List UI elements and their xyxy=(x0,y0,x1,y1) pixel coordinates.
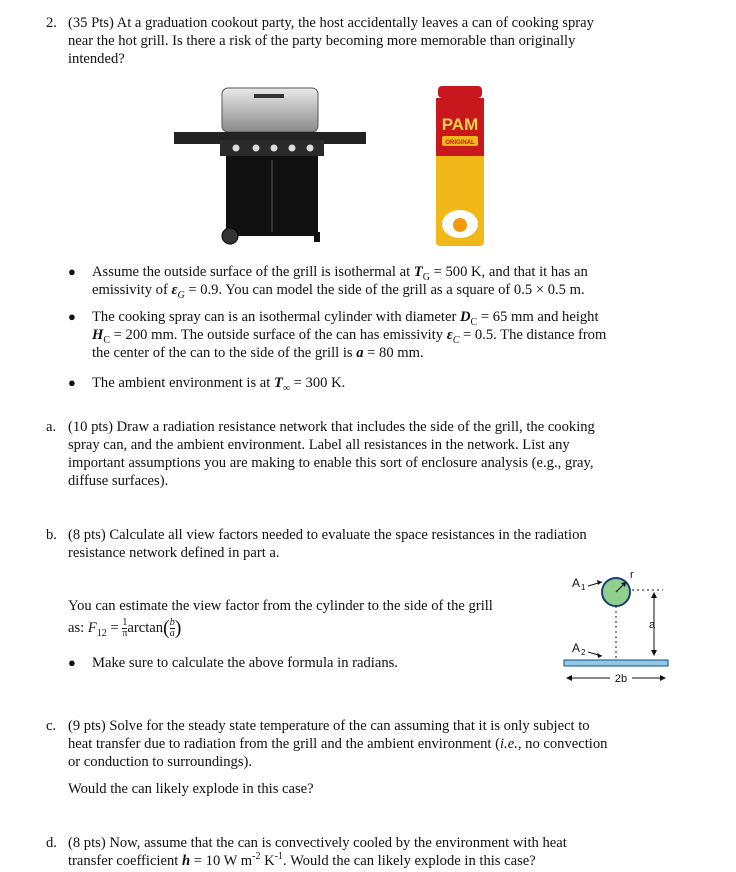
text: K xyxy=(260,853,275,869)
subscript: 12 xyxy=(96,627,107,639)
part-c-line: (9 pts) Solve for the steady state temperature of the can assuming that it is only subject to xyxy=(68,718,590,734)
text: The ambient environment is at xyxy=(92,375,274,391)
part-b-text xyxy=(68,526,668,562)
subscript: C xyxy=(103,334,111,346)
part-a-label: a. xyxy=(46,419,57,435)
symbol: T xyxy=(273,375,283,391)
part-a-line: spray can, and the ambient environment. Label all resistances in the network. List any xyxy=(68,437,570,453)
subscript: G xyxy=(177,289,185,301)
bullet-can xyxy=(92,308,672,362)
egg-yolk xyxy=(453,218,467,232)
part-d-label: d. xyxy=(46,835,57,851)
part-b-radians-note: Make sure to calculate the above formula in radians. xyxy=(92,655,398,671)
problem-intro xyxy=(68,14,668,68)
can-cap xyxy=(438,86,482,98)
fraction-denominator: π xyxy=(122,628,128,639)
symbol: ε xyxy=(446,327,453,343)
text: = 0.9. You can model the side of the grill as a square of 0.5 × 0.5 m. xyxy=(184,282,585,298)
part-b-label: b. xyxy=(46,527,57,543)
part-d-line: (8 pts) Now, assume that the can is convectively cooled by the environment with heat xyxy=(68,835,567,851)
symbol: h xyxy=(182,853,191,869)
symbol: H xyxy=(92,327,104,343)
part-c-line: or conduction to surroundings). xyxy=(68,754,253,770)
text: = 65 mm and height xyxy=(477,309,599,325)
view-factor-diagram xyxy=(560,566,680,690)
can-label: ORIGINAL xyxy=(445,140,475,146)
text: = 0.5. The distance from xyxy=(459,327,607,343)
symbol: a xyxy=(356,345,364,361)
text: = 300 K. xyxy=(290,375,346,391)
intro-line: near the hot grill. Is there a risk of the party becoming more memorable than originally xyxy=(68,33,576,49)
intro-line: intended? xyxy=(68,51,125,67)
subscript: ∞ xyxy=(282,382,291,394)
label-a1: A xyxy=(572,576,581,590)
problem-number: 2. xyxy=(46,15,57,31)
text: , no convection xyxy=(517,736,608,752)
text: heat transfer due to radiation from the grill and the ambient environment ( xyxy=(68,736,500,752)
part-a-line: (10 pts) Draw a radiation resistance network that includes the side of the grill, the cooking xyxy=(68,419,595,435)
text: = 500 K, and that it has an xyxy=(429,264,588,280)
label-2b: 2b xyxy=(614,673,628,685)
part-b-estimate: You can estimate the view factor from the cylinder to the side of the grill xyxy=(68,598,493,614)
label-a: a xyxy=(649,619,656,631)
view-factor-formula: as: $F_{12}$ = $\frac{1}{\pi}$ arctan( $\frac{b}{a}$ ) xyxy=(68,616,182,639)
label-a1-sub: 1 xyxy=(581,583,586,592)
text: = 80 mm. xyxy=(363,345,424,361)
part-a-line: important assumptions you are making to enable this sort of enclosure analysis (e.g., gray, xyxy=(68,455,594,471)
text: . Would the can likely explode in this case? xyxy=(283,853,536,869)
grill-image xyxy=(170,84,370,250)
bullet-dot: ● xyxy=(68,264,76,279)
label-a2: A xyxy=(572,641,581,655)
part-b-line: resistance network defined in part a. xyxy=(68,545,280,561)
subscript: C xyxy=(470,316,478,328)
text: transfer coefficient xyxy=(68,853,182,869)
label-r: r xyxy=(630,569,634,581)
symbol: F xyxy=(87,619,97,636)
bullet-dot: ● xyxy=(68,375,76,390)
bullet-dot: ● xyxy=(68,309,76,324)
bullet-dot: ● xyxy=(68,655,76,670)
text: as: xyxy=(68,619,88,636)
superscript: -1 xyxy=(274,851,284,863)
part-c-text xyxy=(68,717,668,771)
italic-text: i.e. xyxy=(500,736,518,752)
symbol: T xyxy=(413,264,423,280)
part-c-label: c. xyxy=(46,718,57,734)
text: emissivity of xyxy=(92,282,172,298)
superscript: -2 xyxy=(252,851,261,863)
intro-line: (35 Pts) At a graduation cookout party, the host accidentally leaves a can of cooking spray xyxy=(68,15,594,31)
subscript: G xyxy=(422,271,430,283)
subscript: C xyxy=(452,334,460,346)
fraction-denominator: a xyxy=(169,628,175,639)
fraction-numerator: b xyxy=(169,617,175,628)
text: = 200 mm. The outside surface of the can has emissivity xyxy=(110,327,447,343)
text: The cooking spray can is an isothermal cylinder with diameter xyxy=(92,309,460,325)
part-c-question: Would the can likely explode in this case? xyxy=(68,781,314,797)
text: = xyxy=(106,619,123,636)
label-a2-sub: 2 xyxy=(581,648,586,657)
grill-side-plate xyxy=(564,660,668,666)
part-a-text xyxy=(68,418,668,490)
text: = 10 W m xyxy=(190,853,253,869)
part-b-line: (8 pts) Calculate all view factors needed to evaluate the space resistances in the radiation xyxy=(68,527,587,543)
part-d-text xyxy=(68,834,668,870)
text: the center of the can to the side of the grill is xyxy=(92,345,357,361)
can-brand: PAM xyxy=(441,115,479,134)
fraction-numerator: 1 xyxy=(122,617,128,628)
part-a-line: diffuse surfaces). xyxy=(68,473,169,489)
bullet-ambient xyxy=(92,374,672,392)
text: Assume the outside surface of the grill is isothermal at xyxy=(92,264,414,280)
bullet-grill xyxy=(92,263,672,299)
symbol: ε xyxy=(171,282,178,298)
function-name: arctan xyxy=(127,619,164,636)
cooking-spray-can-image xyxy=(430,84,490,250)
symbol: D xyxy=(459,309,471,325)
